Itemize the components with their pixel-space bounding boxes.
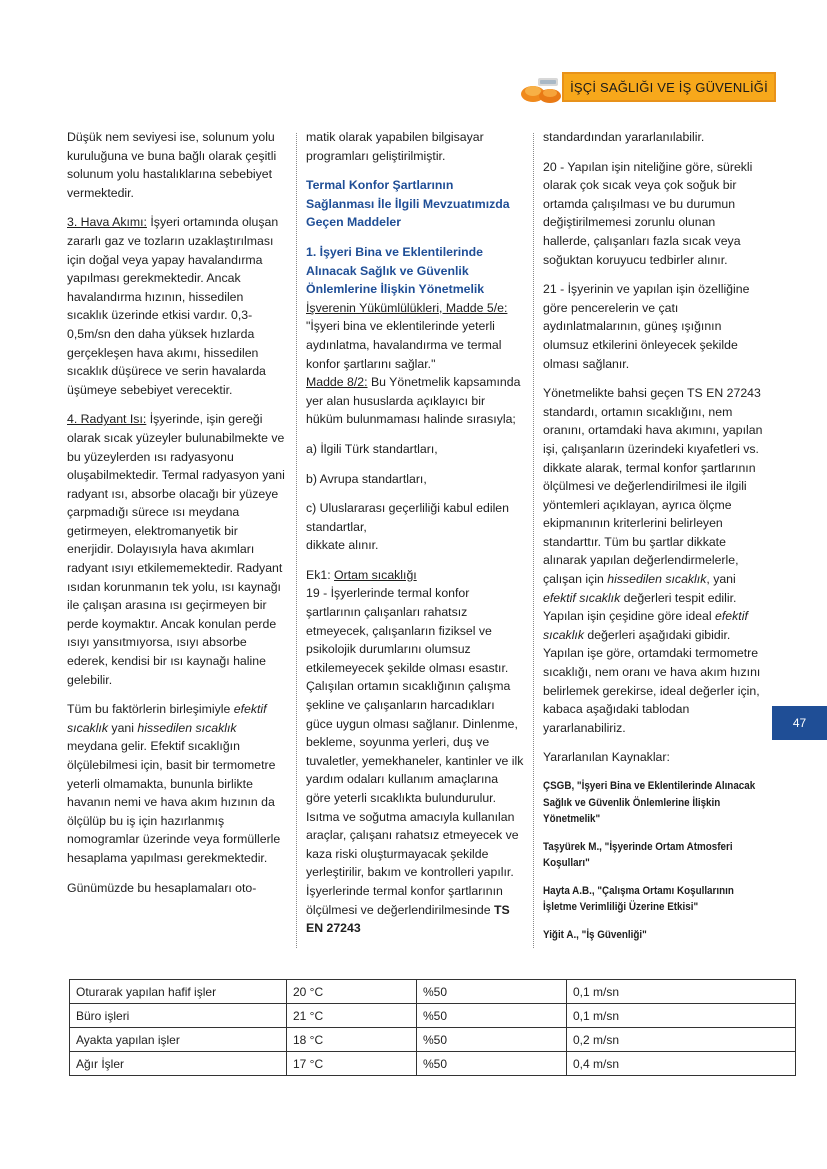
table-cell: 0,1 m/sn bbox=[567, 980, 796, 1004]
emphasis: efektif sıcaklık bbox=[67, 702, 267, 735]
paragraph bbox=[306, 566, 524, 938]
text-column-1 bbox=[67, 128, 287, 908]
table-cell: %50 bbox=[417, 1004, 567, 1028]
emphasis: efektif sıcaklık bbox=[543, 609, 748, 642]
table-cell: 0,1 m/sn bbox=[567, 1004, 796, 1028]
annex-label: Ortam sıcaklığı bbox=[334, 567, 417, 582]
emphasis: hissedilen sıcaklık bbox=[137, 720, 237, 735]
section-label: 3. Hava Akımı: bbox=[67, 215, 147, 230]
reference-item: ÇSGB, "İşyeri Bina ve Eklentilerinde Alınacak Sağlık ve Güvenlik Önlemlerine İlişkin Yönetmelik" bbox=[543, 780, 756, 825]
table-cell: 18 °C bbox=[287, 1028, 417, 1052]
paragraph-text: , yani bbox=[706, 572, 736, 587]
paragraph-text: Bu Yönetmelik kapsamında yer alan hususlarda açıklayıcı bir hüküm bulunmaması halinde sırasıyla; bbox=[306, 375, 521, 427]
text-column-2 bbox=[306, 128, 524, 949]
paragraph: Günümüzde bu hesaplamaları oto- bbox=[67, 880, 257, 895]
table-row bbox=[70, 1028, 796, 1052]
article-label: İşverenin Yükümlülükleri, Madde 5/e: bbox=[306, 300, 508, 315]
section-label: 4. Radyant Isı: bbox=[67, 412, 147, 427]
paragraph-text: değerleri tespit edilir. Yapılan işin çeşidine göre ideal bbox=[543, 590, 737, 624]
table-cell: 20 °C bbox=[287, 980, 417, 1004]
paragraph: standardından yararlanılabilir. bbox=[543, 130, 705, 144]
table-row bbox=[70, 980, 796, 1004]
subheading-paragraph bbox=[306, 243, 524, 373]
paragraph bbox=[67, 410, 287, 689]
reference-item: Taşyürek M., "İşyerinde Ortam Atmosferi Koşulları" bbox=[543, 840, 733, 869]
column-divider bbox=[296, 133, 297, 948]
paragraph-text: yani bbox=[108, 720, 138, 735]
emphasis: efektif sıcaklık bbox=[543, 590, 621, 605]
text-column-3 bbox=[543, 128, 763, 954]
annex-prefix: Ek1: bbox=[306, 567, 335, 582]
subheading: 1. İşyeri Bina ve Eklentilerinde Alınacak Sağlık ve Güvenlik Önlemlerine İlişkin Yönetmelik bbox=[306, 244, 485, 297]
paragraph-text: 19 - İşyerlerinde termal konfor şartlarının çalışanları rahatsız etmeyecek, çalışanların fiziksel ve psikolojik durumlarını olumsuz etkilemeyecek şekilde olması esastır. Çalışılan ortamın sıcaklığının çalışma şekline ve çalışanların harcadıkları güce uygun olması sağlanır. Dinlenme, bekleme, soyunma yerleri, duş ve tuvaletler, yemekhaneler, kantinler ve ilk yardım odaları kullanım amaçlarına göre yeterli sıcaklıkta bulundurulur. Isıtma ve soğutma amacıyla kullanılan araçlar, çalışanı rahatsız etmeyecek ve kaza riski oluşturmayacak şekilde yerleştirilir, bakım ve kontrolleri yapılır. İşyerlerinde termal konfor şartlarının ölçülmesi ve değerlendirilmesinde bbox=[306, 586, 524, 917]
table-cell: 21 °C bbox=[287, 1004, 417, 1028]
paragraph bbox=[67, 700, 287, 867]
page-number: 47 bbox=[772, 706, 827, 740]
table-cell: Büro işleri bbox=[70, 1004, 287, 1028]
paragraph: Düşük nem seviyesi ise, solunum yolu kuruluğuna ve buna bağlı olarak çeşitli solunum yolu hastalıklarına sebebiyet vermektedir. bbox=[67, 130, 277, 200]
paragraph-text: Tüm bu faktörlerin birleşimiyle bbox=[67, 702, 234, 717]
reference-item: Hayta A.B., "Çalışma Ortamı Koşullarının İşletme Verimliliği Üzerine Etkisi" bbox=[543, 884, 734, 913]
emphasis: hissedilen sıcaklık bbox=[607, 572, 707, 587]
table-cell: %50 bbox=[417, 980, 567, 1004]
standard-code: TS EN 27243 bbox=[306, 902, 510, 936]
paragraph-text: İşyerinde, işin gereği olarak sıcak yüzeyler bulunabilmekte ve bu yüzeylerden ısı radyasyonu oluşabilmektedir. Termal radyasyon yani radyant ısı, absorbe olacağı bir yüzeye çarpmadığı sürece ısı meydana getirmeyen, elektromanyetik bir enerjidir. Dolayısıyla hava akımları radyant ısıyı etkilememektedir. Radyant ısıdan korunmanın tek yolu, ısı kaynağı ile çalışan arasına ısı geçirmeyen bir perde koymaktır. Ancak konulan perde ısıyı yansıtmıyorsa, ısıyı absorbe ederek, kendisi bir ısı kaynağı haline gelebilir. bbox=[67, 412, 285, 687]
paragraph-text: "İşyeri bina ve eklentilerinde yeterli aydınlatma, havalandırma ve termal konfor şartlarını sağlar." bbox=[306, 319, 502, 371]
list-item-text: c) Uluslararası geçerliliği kabul edilen standartlar, bbox=[306, 501, 509, 534]
table-cell: Ayakta yapılan işler bbox=[70, 1028, 287, 1052]
table-cell: %50 bbox=[417, 1028, 567, 1052]
paragraph: matik olarak yapabilen bilgisayar programları geliştirilmiştir. bbox=[306, 130, 484, 163]
list-item bbox=[306, 499, 524, 555]
list-item: a) İlgili Türk standartları, bbox=[306, 441, 438, 456]
table-cell: 0,4 m/sn bbox=[567, 1052, 796, 1076]
table-row bbox=[70, 1004, 796, 1028]
paragraph bbox=[543, 384, 763, 737]
section-heading: Termal Konfor Şartlarının Sağlanması İle İlgili Mevzuatımızda Geçen Maddeler bbox=[306, 178, 510, 230]
paragraph bbox=[306, 373, 524, 429]
table-cell: 0,2 m/sn bbox=[567, 1028, 796, 1052]
safety-gear-illustration bbox=[518, 72, 564, 106]
table-cell: Oturarak yapılan hafif işler bbox=[70, 980, 287, 1004]
table-cell: %50 bbox=[417, 1052, 567, 1076]
effective-temperature-table bbox=[69, 979, 796, 1076]
table-cell: Ağır İşler bbox=[70, 1052, 287, 1076]
paragraph bbox=[67, 213, 287, 399]
paragraph-text: Yönetmelikte bahsi geçen TS EN 27243 standardı, ortamın sıcaklığını, nem oranını, ortamdaki hava akımını, yapılan işi, çalışanların üzerindeki kıyafetleri vs. dikkate alarak, termal konfor şartlarının ölçülmesi ve değerlendirilmesi ile ilgili yöntemleri açıklayan, ayrıca ölçme ekipmanının kriterlerini belirleyen standarttır. Tüm bu şartlar dikkate alınarak yapılan değerlendirmelerle, çalışan için bbox=[543, 386, 763, 587]
paragraph-text: meydana gelir. Efektif sıcaklığın ölçülebilmesi için, basit bir termometre yeterli olmamakta, bununla birlikte havanın nemi ve hava akım hızının da ölçülüp bu iş için hazırlanmış nomogramlar üzerinde veya formüllerle hesaplama yapılması gerekmektedir. bbox=[67, 739, 281, 865]
paragraph: 21 - İşyerinin ve yapılan işin özelliğine göre pencerelerin ve çatı aydınlatmalarının, güneş ışığının olumsuz etkilerini önleyecek şekilde olması sağlanır. bbox=[543, 282, 750, 371]
reference-item: Yiğit A., "İş Güvenliği" bbox=[543, 928, 647, 941]
paragraph-text: değerleri aşağıdaki gibidir. Yapılan işe göre, ortamdaki termometre sıcaklığı, nem oranı ve hava akım hızını belirlemek gerekirse, ideal değerler için, kabaca aşağıdaki tablodan yararlanabiliriz. bbox=[543, 627, 761, 735]
table-cell: 17 °C bbox=[287, 1052, 417, 1076]
list-item: b) Avrupa standartları, bbox=[306, 471, 427, 486]
table-row bbox=[70, 1052, 796, 1076]
references-title: Yararlanılan Kaynaklar: bbox=[543, 750, 670, 765]
article-label: Madde 8/2: bbox=[306, 375, 368, 390]
paragraph: 20 - Yapılan işin niteliğine göre, sürekli olarak çok sıcak veya çok soğuk bir ortamda çalışılması ve bu durumun değiştirilmemesi zorunlu olunan hallerde, çalışanları fazla sıcak veya soğuktan koruyucu tedbirler alınır. bbox=[543, 159, 753, 267]
column-divider bbox=[533, 133, 534, 948]
paragraph-text: İşyeri ortamında oluşan zararlı gaz ve tozların uzaklaştırılması için doğal veya yapay havalandırma yapılması gerekmektedir. Ancak havalandırma hızının, hissedilen sıcaklık üzerinde etkisi vardır. 0,3-0,5m/sn den daha yüksek hızlarda gerçekleşen hava akımı, hissedilen sıcaklık düşürece ve serin havalarda üşümeye sebebiyet verecektir. bbox=[67, 215, 279, 397]
section-banner: İŞÇİ SAĞLIĞI VE İŞ GÜVENLİĞİ bbox=[562, 72, 776, 102]
list-item-text: dikkate alınır. bbox=[306, 538, 379, 553]
